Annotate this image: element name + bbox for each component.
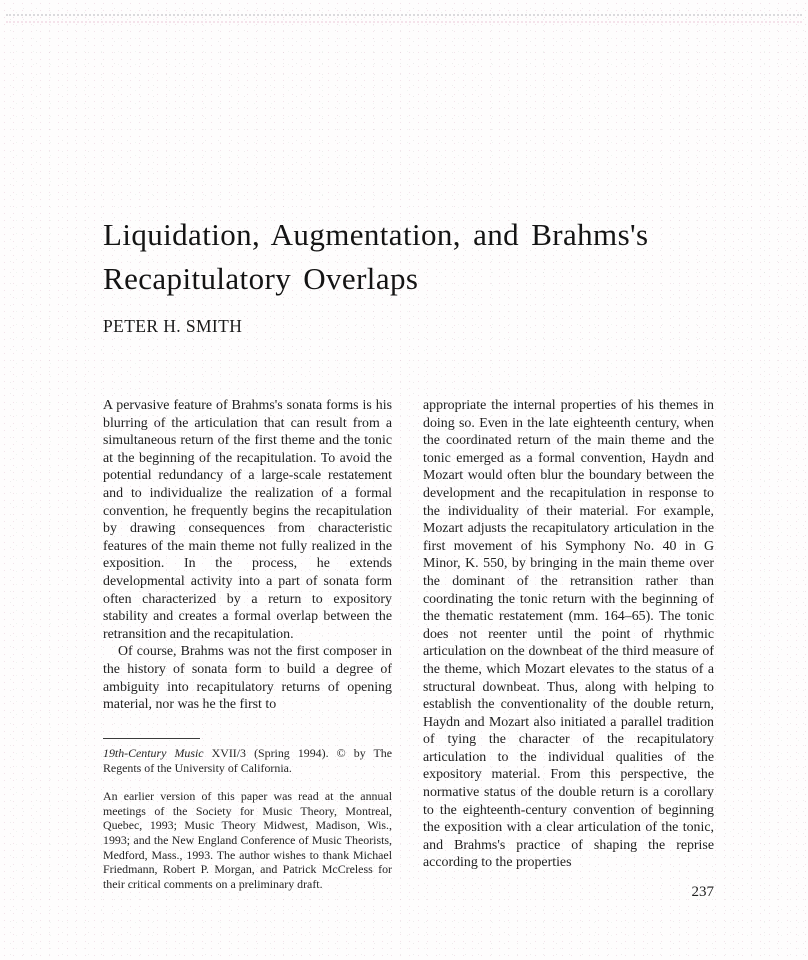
scan-artifact-line bbox=[6, 21, 802, 23]
right-text-column bbox=[423, 397, 714, 872]
article-title-line-1: Liquidation, Augmentation, and Brahms's bbox=[103, 217, 649, 252]
body-paragraph: appropriate the internal properties of his themes in doing so. Even in the late eighteenth century, when the coordinated return of the main theme and the tonic emerged as a formal convention, Haydn and Mozart would often blur the boundary between the development and the recapitulation in response to the individuality of their material. For example, Mozart adjusts the recapitulatory articulation in the first movement of his Symphony No. 40 in G Minor, K. 550, by bringing in the main theme over the dominant of the retransition rather than coordinating the tonic return with the beginning of the thematic restatement (mm. 164–65). The tonic does not reenter until the point of rhythmic articulation on the downbeat of the third measure of the theme, which Mozart elevates to the status of a structural downbeat. Thus, along with helping to establish the conventionality of the double return, Haydn and Mozart also initiated a parallel tradition of tying the character of the recapitulatory articulation to the individual qualities of the expository material. From this perspective, the normative status of the double return is a corollary to the eighteenth-century convention of beginning the exposition with a clear articulation of the tonic, and Brahms's practice of shaping the reprise according to the properties bbox=[423, 398, 714, 871]
article-title-line-2: Recapitulatory Overlaps bbox=[103, 261, 419, 296]
footnote-citation bbox=[103, 746, 392, 775]
author-name: PETER H. SMITH bbox=[103, 316, 243, 336]
body-paragraph: Of course, Brahms was not the first composer in the history of sonata form to build a degree of ambiguity into recapitulatory returns of opening material, nor was he the first to bbox=[103, 644, 392, 713]
scan-artifact-line bbox=[6, 14, 802, 16]
footnote-citation-text: XVII/3 (Spring 1994). © by The Regents of the University of California. bbox=[103, 746, 392, 775]
page-number: 237 bbox=[691, 884, 714, 900]
article-title bbox=[103, 213, 723, 301]
body-paragraph: A pervasive feature of Brahms's sonata forms is his blurring of the articulation that can result from a simultaneous return of the first theme and the tonic at the beginning of the recapitulation. To avoid the potential redundancy of a large-scale restatement and to individualize the realization of a formal convention, he frequently begins the recapitulation by drawing consequences from characteristic features of the main theme not fully realized in the exposition. In the process, he extends developmental activity into a part of sonata form often characterized by a return to expository stability and creates a formal overlap between the retransition and the recapitulation. bbox=[103, 398, 392, 642]
footnote-acknowledgment: An earlier version of this paper was read at the annual meetings of the Society for Music Theory, Montreal, Quebec, 1993; Music Theory Midwest, Madison, Wis., 1993; and the New England Conference of Music Theorists, Medford, Mass., 1993. The author wishes to thank Michael Friedmann, Robert P. Morgan, and Patrick McCreless for their critical comments on a preliminary draft. bbox=[103, 789, 392, 891]
footnote-block bbox=[103, 738, 392, 891]
footnote-divider bbox=[103, 738, 200, 739]
left-text-column bbox=[103, 397, 392, 714]
journal-title: 19th-Century Music bbox=[103, 746, 204, 760]
